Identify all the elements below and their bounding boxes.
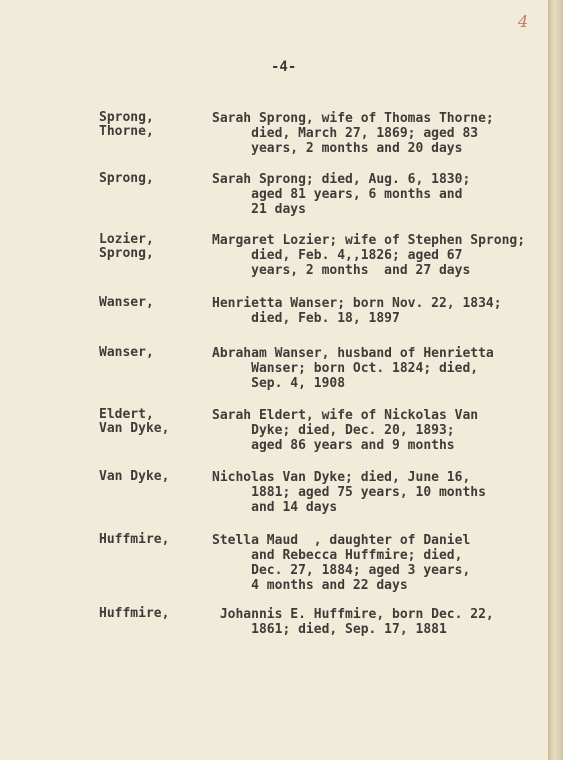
entry-surname: Lozier, Sprong,	[99, 232, 154, 261]
entry-record: Sarah Eldert, wife of Nickolas Van Dyke; died, Dec. 20, 1893; aged 86 years and 9 months	[212, 408, 479, 453]
entry-record: Henrietta Wanser; born Nov. 22, 1834; died, Feb. 18, 1897	[212, 296, 502, 326]
entry-surname: Huffmire,	[99, 606, 170, 621]
entry-surname: Sprong, Thorne,	[99, 110, 154, 139]
handwritten-page-mark: 4	[518, 12, 529, 31]
entry-record: Stella Maud , daughter of Daniel and Rebecca Huffmire; died, Dec. 27, 1884; aged 3 years, 4 months and 22 days	[212, 533, 471, 593]
entry-record: Nicholas Van Dyke; died, June 16, 1881; aged 75 years, 10 months and 14 days	[212, 470, 486, 515]
entry-record: Johannis E. Huffmire, born Dec. 22, 1861; died, Sep. 17, 1881	[219, 607, 494, 637]
entry-surname: Sprong,	[99, 171, 154, 186]
entry-surname: Huffmire,	[99, 532, 170, 547]
entry-surname: Wanser,	[99, 295, 154, 310]
entry-record: Sarah Sprong; died, Aug. 6, 1830; aged 81 years, 6 months and 21 days	[212, 172, 471, 217]
entry-record: Abraham Wanser, husband of Henrietta Wanser; born Oct. 1824; died, Sep. 4, 1908	[212, 346, 494, 391]
entry-record: Margaret Lozier; wife of Stephen Sprong; died, Feb. 4,,1826; aged 67 years, 2 months and 27 days	[212, 233, 526, 278]
entry-record: Sarah Sprong, wife of Thomas Thorne; died, March 27, 1869; aged 83 years, 2 months and 20 days	[212, 111, 494, 156]
entry-surname: Van Dyke,	[99, 469, 170, 484]
entry-surname: Eldert, Van Dyke,	[99, 407, 170, 436]
page-number: -4-	[271, 59, 297, 75]
entry-surname: Wanser,	[99, 345, 154, 360]
page-binding-edge	[548, 0, 563, 760]
